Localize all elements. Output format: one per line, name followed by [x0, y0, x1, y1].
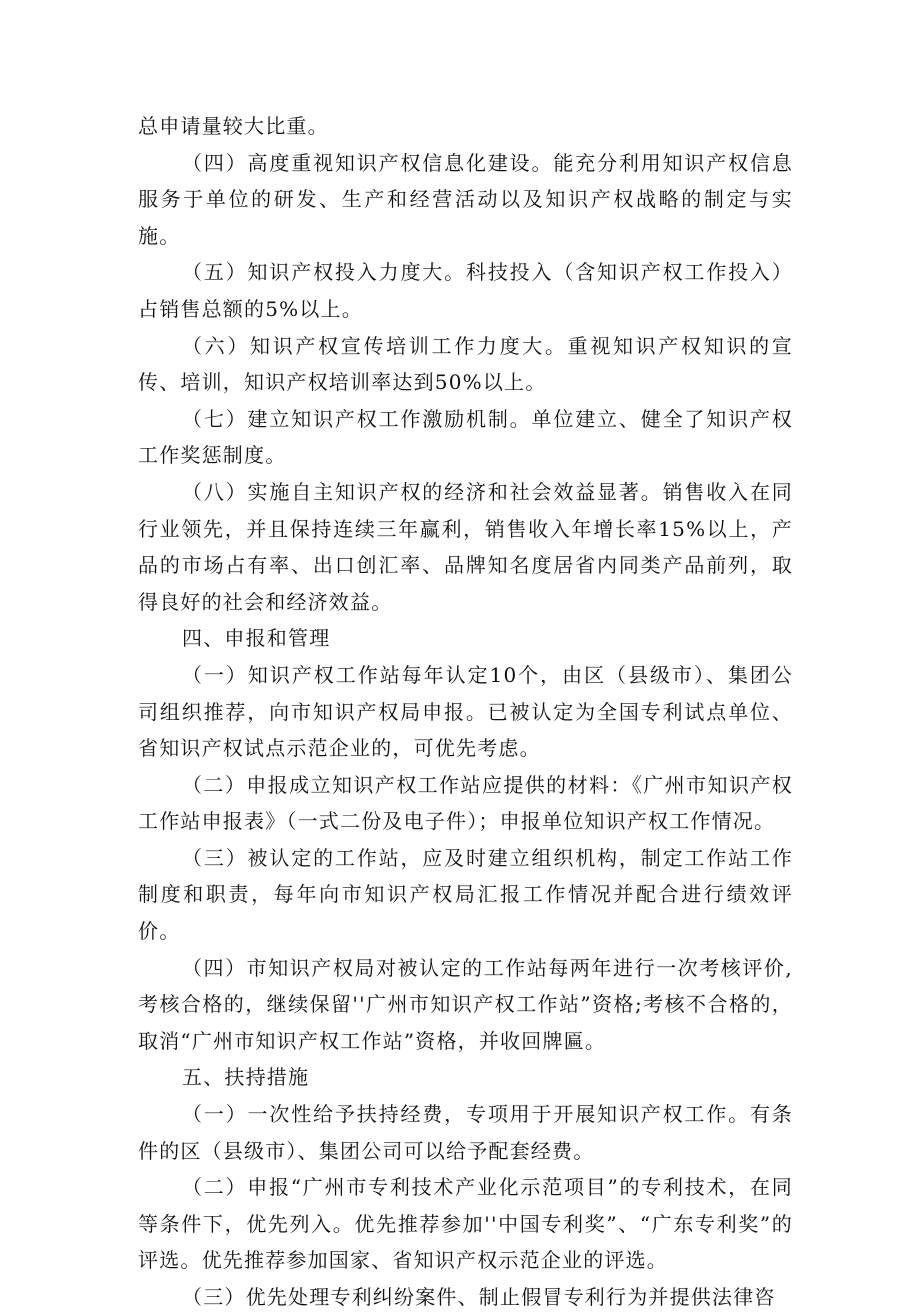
paragraph-item-4-information: （四）高度重视知识产权信息化建设。能充分利用知识产权信息服务于单位的研发、生产和经营活动以及知识产权战略的制定与实施。 [138, 150, 793, 248]
paragraph-section5-item-3: （三）优先处理专利纠纷案件、制止假冒专利行为并提供法律咨 [182, 1285, 776, 1309]
paragraph-item-7-incentive: （七）建立知识产权工作激励机制。单位建立、健全了知识产权工作奖惩制度。 [138, 406, 793, 468]
paragraph-section4-item-2: （二）申报成立知识产权工作站应提供的材料：《广州市知识产权工作站申报表》（一式二份及电子件）；申报单位知识产权工作情况。 [138, 772, 793, 834]
paragraph-item-8-benefits: （八）实施自主知识产权的经济和社会效益显著。销售收入在同行业领先，并且保持连续三年赢利，销售收入年增长率15%以上，产品的市场占有率、出口创汇率、品牌知名度居省内同类产品前列，取得良好的社会和经济效益。 [138, 479, 793, 614]
paragraph-section4-item-4: （四）市知识产权局对被认定的工作站每两年进行一次考核评价,考核合格的，继续保留''广州市知识产权工作站”资格;考核不合格的，取消“广州市知识产权工作站”资格，并收回牌匾。 [138, 955, 793, 1053]
paragraph-section4-item-1: （一）知识产权工作站每年认定10个，由区（县级市）、集团公司组织推荐，向市知识产权局申报。已被认定为全国专利试点单位、省知识产权试点示范企业的，可优先考虑。 [138, 662, 793, 761]
paragraph-continuation: 总申请量较大比重。 [138, 114, 329, 138]
section-heading-4: 四、申报和管理 [182, 626, 331, 651]
paragraph-item-5-investment: （五）知识产权投入力度大。科技投入（含知识产权工作投入）占销售总额的5%以上。 [138, 260, 793, 321]
paragraph-section5-item-1: （一）一次性给予扶持经费，专项用于开展知识产权工作。有条件的区（县级市）、集团公司可以给予配套经费。 [138, 1102, 793, 1163]
section-heading-5: 五、扶持措施 [182, 1065, 310, 1090]
paragraph-item-6-training: （六）知识产权宣传培训工作力度大。重视知识产权知识的宣传、培训，知识产权培训率达到50%以上。 [138, 333, 793, 395]
paragraph-section5-item-2: （二）申报“广州市专利技术产业化示范项目”的专利技术，在同等条件下，优先列入。优先推荐参加''中国专利奖”、“广东专利奖”的评选。优先推荐参加国家、省知识产权示范企业的评选。 [138, 1175, 793, 1273]
paragraph-section4-item-3: （三）被认定的工作站，应及时建立组织机构，制定工作站工作制度和职责，每年向市知识产权局汇报工作情况并配合进行绩效评价。 [138, 845, 793, 944]
document-page [138, 108, 793, 1316]
